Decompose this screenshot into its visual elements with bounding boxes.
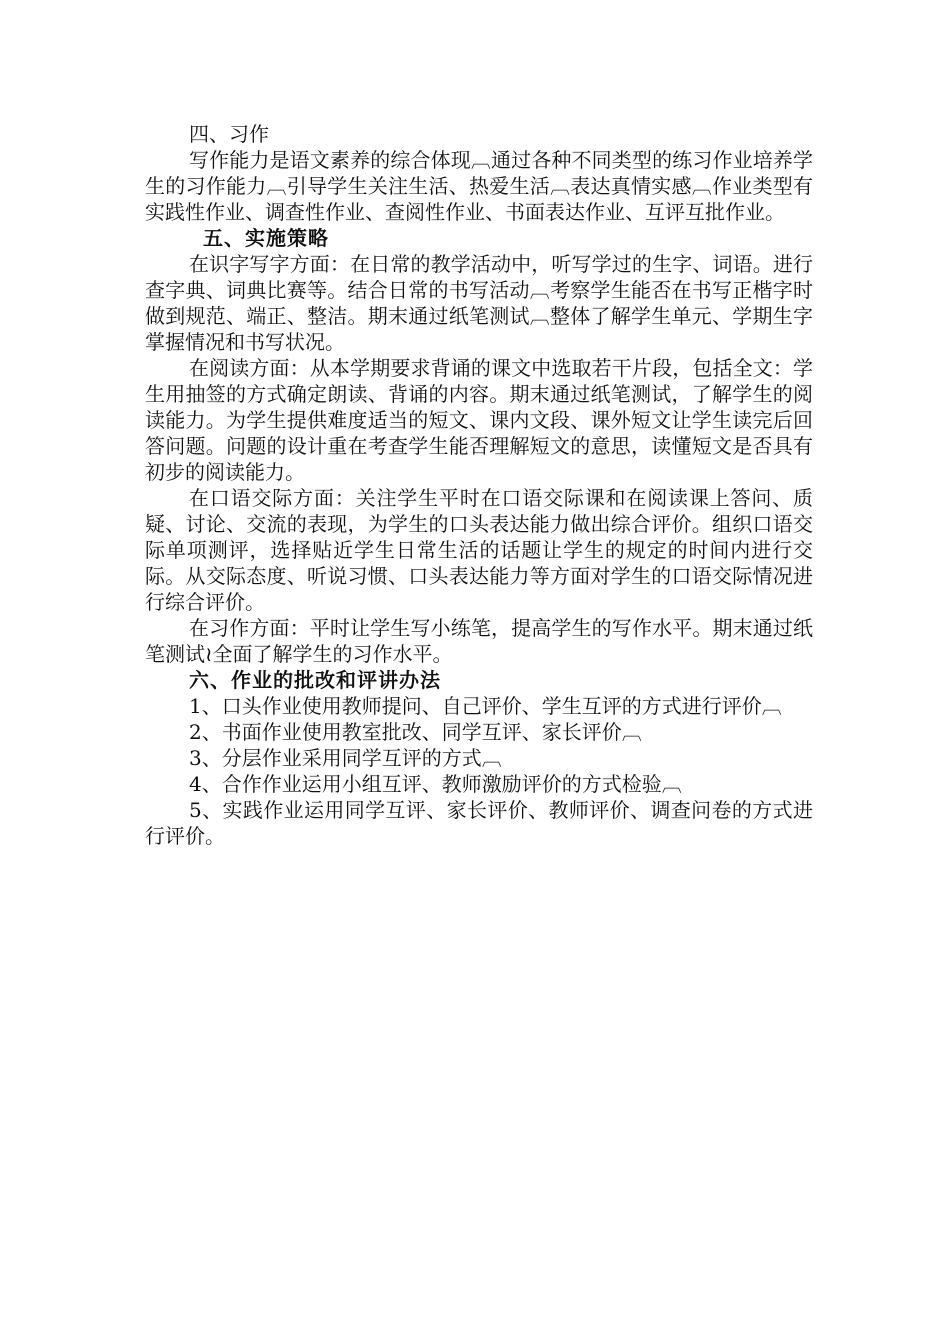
document-body xyxy=(145,121,813,849)
list-item-grading-4: 4、合作作业运用小组互评、教师激励评价的方式检验︹ xyxy=(189,772,682,796)
section-heading-writing: 四、习作 xyxy=(189,122,269,146)
section-heading-strategy: 五、实施策略 xyxy=(203,226,329,250)
section-heading-grading: 六、作业的批改和评讲办法 xyxy=(189,668,441,692)
paragraph-reading: 在阅读方面：从本学期要求背诵的课文中选取若干片段，包括全文：学生用抽签的方式确定朗读、背诵的内容。期末通过纸笔测试，了解学生的阅读能力。为学生提供难度适当的短文、课内文段、课外短文让学生读完后回答问题。问题的设计重在考查学生能否理解短文的意思，读懂短文是否具有初步的阅读能力。 xyxy=(145,356,813,484)
list-item-grading-1: 1、口头作业使用教师提问、自己评价、学生互评的方式进行评价︹ xyxy=(189,694,782,718)
paragraph-composition: 在习作方面：平时让学生写小练笔，提高学生的写作水平。期末通过纸笔测试≀全面了解学生的习作水平。 xyxy=(145,616,813,666)
paragraph-literacy: 在识字写字方面：在日常的教学活动中，听写学过的生字、词语。进行查字典、词典比赛等。结合日常的书写活动︹考察学生能否在书写正楷字时做到规范、端正、整洁。期末通过纸笔测试︹整体了解学生单元、学期生字掌握情况和书写状况。 xyxy=(145,252,813,354)
list-item-grading-2: 2、书面作业使用教室批改、同学互评、家长评价︹ xyxy=(189,720,642,744)
list-item-grading-3: 3、分层作业采用同学互评的方式︹ xyxy=(189,746,502,770)
paragraph-writing: 写作能力是语文素养的综合体现︹通过各种不同类型的练习作业培养学生的习作能力︹引导学生关注生活、热爱生活︹表达真情实感︹作业类型有实践性作业、调查性作业、查阅性作业、书面表达作业、互评互批作业。 xyxy=(145,148,813,224)
list-item-grading-5: 5、实践作业运用同学互评、家长评价、教师评价、调查问卷的方式进行评价。 xyxy=(145,798,813,848)
paragraph-oral: 在口语交际方面：关注学生平时在口语交际课和在阅读课上答问、质疑、讨论、交流的表现，为学生的口头表达能力做出综合评价。组织口语交际单项测评，选择贴近学生日常生活的话题让学生的规定的时间内进行交际。从交际态度、听说习惯、口头表达能力等方面对学生的口语交际情况进行综合评价。 xyxy=(145,486,813,614)
